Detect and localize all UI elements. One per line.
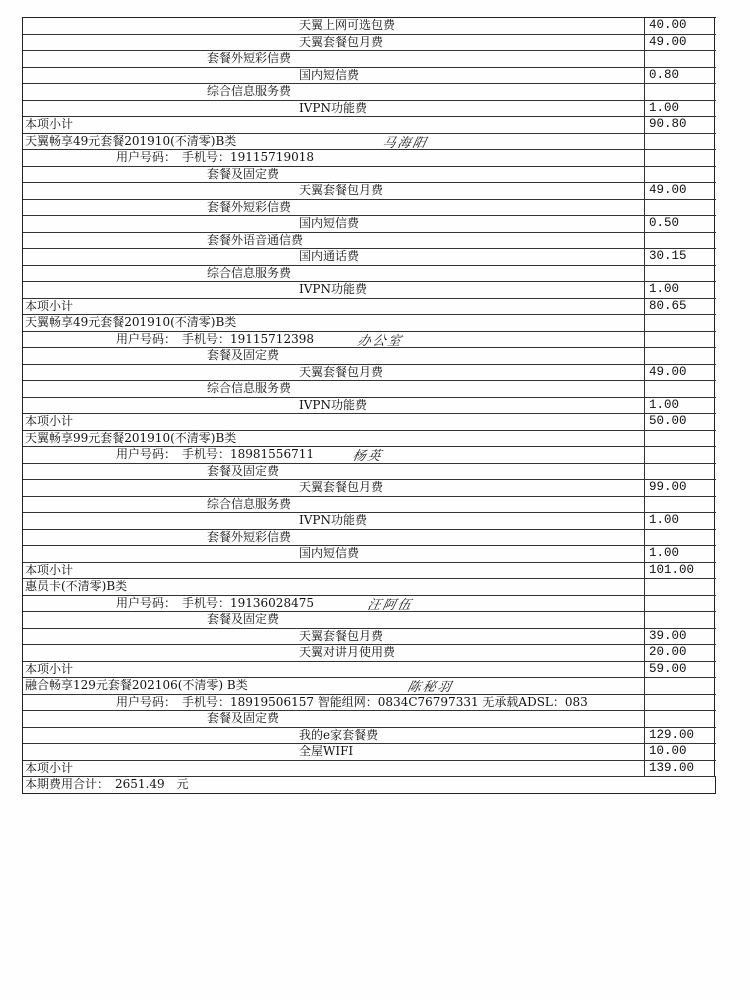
- line-amount: [646, 167, 715, 183]
- bill-line-row: [23, 744, 716, 761]
- line-amount: [646, 332, 715, 348]
- line-description: 用户号码： 手机号：19115712398: [23, 332, 645, 348]
- line-amount: 101.00: [646, 563, 715, 579]
- line-description: 天翼套餐包月费: [23, 480, 645, 496]
- line-description: 套餐外短彩信费: [23, 200, 645, 216]
- line-description: 本项小计: [23, 761, 645, 777]
- bill-line-row: [23, 18, 716, 35]
- handwritten-name-annotation: 陈秘羽: [405, 680, 455, 695]
- line-amount: [646, 150, 715, 166]
- bill-detail-table: [22, 17, 716, 794]
- handwritten-name-annotation: 汪阿伍: [365, 597, 415, 613]
- bill-line-row: [23, 150, 716, 167]
- line-description: IVPN功能费: [23, 398, 645, 414]
- line-amount: 80.65: [646, 299, 715, 315]
- bill-line-row: [23, 678, 716, 695]
- line-amount: [646, 315, 715, 331]
- line-amount: 39.00: [646, 629, 715, 645]
- line-amount: 0.50: [646, 216, 715, 232]
- bill-line-row: [23, 365, 716, 382]
- line-description: IVPN功能费: [23, 513, 645, 529]
- line-description: IVPN功能费: [23, 282, 645, 298]
- bill-line-row: [23, 51, 716, 68]
- line-description: 套餐及固定费: [23, 711, 645, 727]
- line-description: 套餐及固定费: [23, 167, 645, 183]
- line-amount: 20.00: [646, 645, 715, 661]
- bill-line-row: [23, 249, 716, 266]
- line-description: 天翼上网可选包费: [23, 18, 645, 34]
- bill-line-row: [23, 200, 716, 217]
- bill-line-row: [23, 645, 716, 662]
- bill-line-row: [23, 167, 716, 184]
- line-amount: 1.00: [646, 282, 715, 298]
- line-amount: [646, 51, 715, 67]
- bill-line-row: [23, 497, 716, 514]
- line-amount: 59.00: [646, 662, 715, 678]
- line-description: 天翼套餐包月费: [23, 629, 645, 645]
- line-description: 用户号码： 手机号：18919506157 智能组网：0834C76797331 无承载ADSL：083: [23, 695, 645, 711]
- line-amount: [646, 497, 715, 513]
- line-amount: 99.00: [646, 480, 715, 496]
- line-description: 国内短信费: [23, 546, 645, 562]
- handwritten-name-annotation: 杨英: [350, 449, 385, 464]
- line-amount: 1.00: [646, 101, 715, 117]
- line-description: 国内短信费: [23, 68, 645, 84]
- line-description: 用户号码： 手机号：18981556711: [23, 447, 645, 463]
- line-amount: 139.00: [646, 761, 715, 777]
- line-description: 本项小计: [23, 563, 645, 579]
- line-description: 国内通话费: [23, 249, 645, 265]
- line-amount: 0.80: [646, 68, 715, 84]
- grand-total-text: 本期费用合计： 2651.49 元: [23, 777, 716, 793]
- line-description: 天翼套餐包月费: [23, 35, 645, 51]
- line-description: 用户号码： 手机号：19115719018: [23, 150, 645, 166]
- bill-line-row: [23, 183, 716, 200]
- line-amount: [646, 711, 715, 727]
- subtotal-row: [23, 563, 716, 580]
- line-amount: 90.80: [646, 117, 715, 133]
- line-description: 本项小计: [23, 299, 645, 315]
- line-description: 套餐外语音通信费: [23, 233, 645, 249]
- line-description: 综合信息服务费: [23, 381, 645, 397]
- line-amount: 49.00: [646, 365, 715, 381]
- bill-line-row: [23, 530, 716, 547]
- line-amount: [646, 447, 715, 463]
- bill-line-row: [23, 612, 716, 629]
- line-description: 天翼畅享49元套餐201910(不清零)B类: [23, 315, 645, 331]
- line-description: 本项小计: [23, 662, 645, 678]
- line-description: 综合信息服务费: [23, 497, 645, 513]
- line-amount: [646, 678, 715, 694]
- subtotal-row: [23, 117, 716, 134]
- bill-line-row: [23, 629, 716, 646]
- bill-line-row: [23, 728, 716, 745]
- line-description: 国内短信费: [23, 216, 645, 232]
- line-description: 惠员卡(不清零)B类: [23, 579, 645, 595]
- line-description: 套餐及固定费: [23, 348, 645, 364]
- line-amount: 49.00: [646, 35, 715, 51]
- line-description: IVPN功能费: [23, 101, 645, 117]
- line-description: 套餐及固定费: [23, 612, 645, 628]
- line-description: 天翼套餐包月费: [23, 183, 645, 199]
- line-amount: [646, 579, 715, 595]
- line-amount: [646, 348, 715, 364]
- handwritten-name-annotation: 办公室: [355, 333, 405, 349]
- bill-line-row: [23, 398, 716, 415]
- bill-line-row: [23, 68, 716, 85]
- line-amount: 1.00: [646, 513, 715, 529]
- line-amount: [646, 200, 715, 216]
- bill-line-row: [23, 711, 716, 728]
- line-description: 本项小计: [23, 117, 645, 133]
- bill-line-row: [23, 480, 716, 497]
- line-amount: [646, 596, 715, 612]
- line-amount: 1.00: [646, 398, 715, 414]
- line-description: 套餐外短彩信费: [23, 51, 645, 67]
- bill-line-row: [23, 282, 716, 299]
- line-description: 套餐及固定费: [23, 464, 645, 480]
- bill-line-row: [23, 695, 716, 712]
- line-description: 天翼畅享99元套餐201910(不清零)B类: [23, 431, 645, 447]
- bill-line-row: [23, 513, 716, 530]
- line-amount: 10.00: [646, 744, 715, 760]
- line-amount: 49.00: [646, 183, 715, 199]
- line-amount: [646, 695, 715, 711]
- bill-line-row: [23, 348, 716, 365]
- line-amount: [646, 464, 715, 480]
- line-amount: [646, 381, 715, 397]
- bill-line-row: [23, 101, 716, 118]
- line-description: 套餐外短彩信费: [23, 530, 645, 546]
- bill-line-row: [23, 596, 716, 613]
- line-description: 天翼畅享49元套餐201910(不清零)B类: [23, 134, 645, 150]
- line-description: 综合信息服务费: [23, 84, 645, 100]
- line-amount: 1.00: [646, 546, 715, 562]
- line-amount: [646, 233, 715, 249]
- line-amount: 40.00: [646, 18, 715, 34]
- bill-line-row: [23, 233, 716, 250]
- subtotal-row: [23, 662, 716, 679]
- bill-line-row: [23, 447, 716, 464]
- grand-total-row: [23, 777, 716, 794]
- line-amount: [646, 134, 715, 150]
- bill-line-row: [23, 134, 716, 151]
- line-description: 本项小计: [23, 414, 645, 430]
- subtotal-row: [23, 299, 716, 316]
- line-amount: [646, 612, 715, 628]
- handwritten-name-annotation: 马海阳: [380, 135, 430, 151]
- bill-line-row: [23, 84, 716, 101]
- line-description: 用户号码： 手机号：19136028475: [23, 596, 645, 612]
- bill-line-row: [23, 381, 716, 398]
- line-description: 天翼对讲月使用费: [23, 645, 645, 661]
- line-description: 全屋WIFI: [23, 744, 645, 760]
- line-amount: [646, 530, 715, 546]
- line-amount: 50.00: [646, 414, 715, 430]
- line-description: 天翼套餐包月费: [23, 365, 645, 381]
- bill-line-row: [23, 35, 716, 52]
- bill-line-row: [23, 266, 716, 283]
- line-amount: [646, 266, 715, 282]
- bill-line-row: [23, 216, 716, 233]
- line-description: 融合畅享129元套餐202106(不清零) B类: [23, 678, 645, 694]
- subtotal-row: [23, 761, 716, 778]
- subtotal-row: [23, 414, 716, 431]
- line-description: 综合信息服务费: [23, 266, 645, 282]
- bill-line-row: [23, 464, 716, 481]
- line-amount: [646, 431, 715, 447]
- line-amount: 129.00: [646, 728, 715, 744]
- bill-line-row: [23, 332, 716, 349]
- line-amount: 30.15: [646, 249, 715, 265]
- line-amount: [646, 84, 715, 100]
- bill-line-row: [23, 546, 716, 563]
- line-description: 我的e家套餐费: [23, 728, 645, 744]
